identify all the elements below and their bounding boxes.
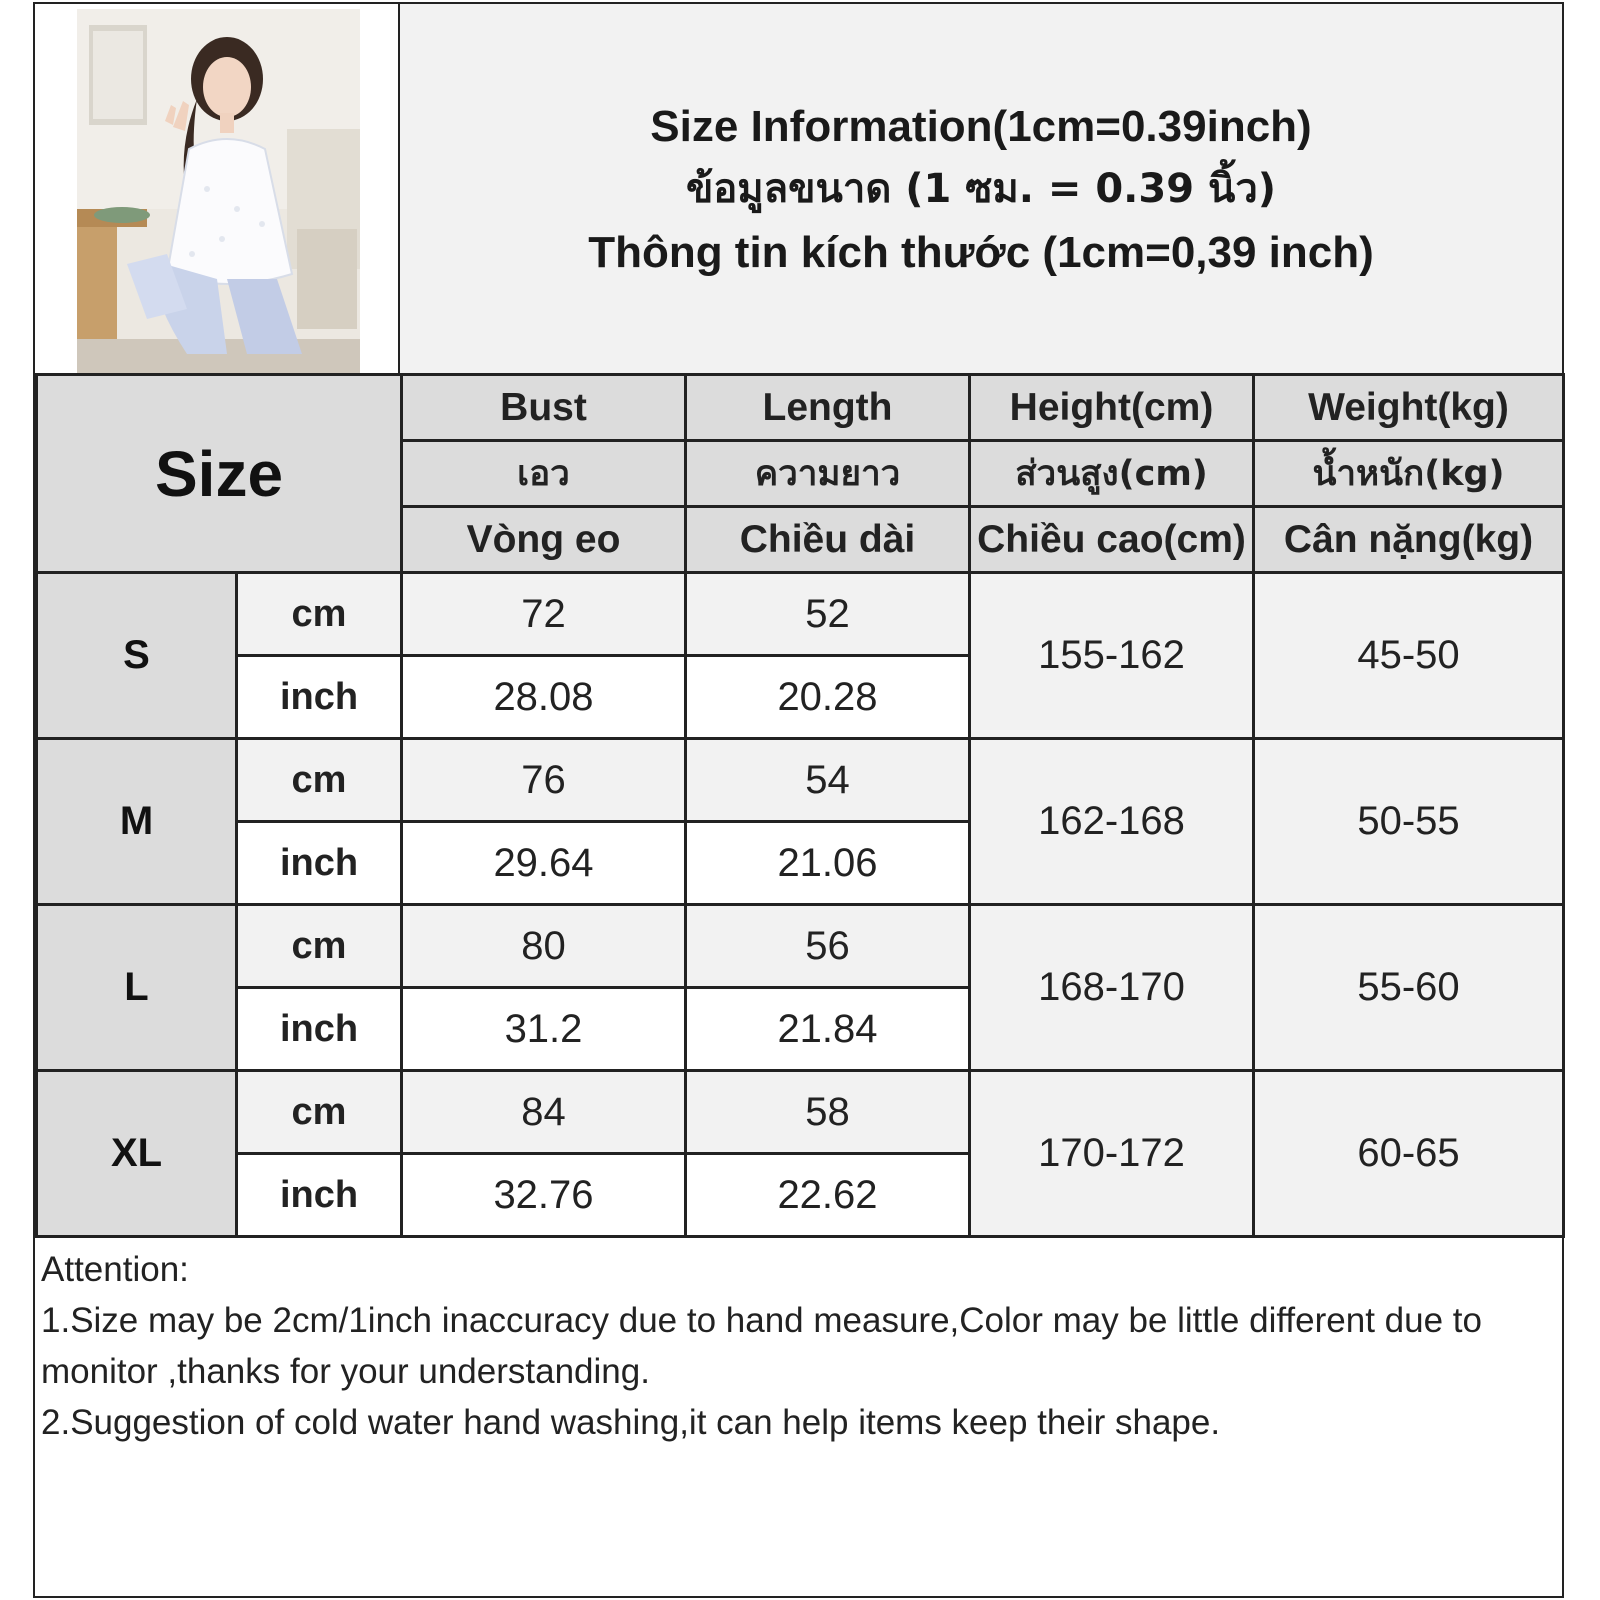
col-header-height-vi: Chiều cao(cm): [970, 507, 1254, 573]
col-header-bust-thai: เอว: [402, 441, 686, 507]
weight-value: 50-55: [1254, 739, 1564, 905]
length-inch-value: 20.28: [686, 656, 970, 739]
bust-cm-value: 72: [402, 573, 686, 656]
bust-inch-value: 32.76: [402, 1154, 686, 1237]
height-value: 170-172: [970, 1071, 1254, 1237]
weight-value: 60-65: [1254, 1071, 1564, 1237]
bust-inch-value: 29.64: [402, 822, 686, 905]
col-header-length-vi: Chiều dài: [686, 507, 970, 573]
length-cm-value: 56: [686, 905, 970, 988]
attention-note-1: 1.Size may be 2cm/1inch inaccuracy due to hand measure,Color may be little different due to monitor ,thanks for your understanding.: [41, 1301, 1482, 1391]
attention-notes: [41, 1244, 1556, 1448]
title-vietnamese: Thông tin kích thước (1cm=0,39 inch): [588, 227, 1374, 277]
size-label-l: L: [37, 905, 237, 1071]
attention-heading: Attention:: [41, 1250, 189, 1289]
bust-cm-value: 80: [402, 905, 686, 988]
table-row: [37, 905, 1564, 988]
col-header-height-thai: ส่วนสูง(cm): [970, 441, 1254, 507]
bust-inch-value: 28.08: [402, 656, 686, 739]
height-value: 162-168: [970, 739, 1254, 905]
bust-inch-value: 31.2: [402, 988, 686, 1071]
bust-cm-value: 76: [402, 739, 686, 822]
bust-cm-value: 84: [402, 1071, 686, 1154]
unit-cm: cm: [237, 1071, 402, 1154]
unit-inch: inch: [237, 656, 402, 739]
unit-cm: cm: [237, 573, 402, 656]
weight-value: 55-60: [1254, 905, 1564, 1071]
size-label-xl: XL: [37, 1071, 237, 1237]
table-row: [37, 573, 1564, 656]
size-table: [35, 373, 1565, 1238]
size-header: Size: [37, 375, 402, 573]
size-info-title: [400, 4, 1562, 374]
unit-inch: inch: [237, 822, 402, 905]
size-chart-sheet: [33, 2, 1564, 1598]
height-value: 168-170: [970, 905, 1254, 1071]
length-inch-value: 21.84: [686, 988, 970, 1071]
title-thai: ข้อมูลขนาด (1 ซม. = 0.39 นิ้ว): [685, 165, 1277, 212]
col-header-weight-thai: น้ำหนัก(kg): [1254, 441, 1564, 507]
unit-cm: cm: [237, 739, 402, 822]
product-photo-panel: [35, 4, 400, 374]
col-header-bust-vi: Vòng eo: [402, 507, 686, 573]
length-cm-value: 58: [686, 1071, 970, 1154]
unit-inch: inch: [237, 988, 402, 1071]
attention-note-2: 2.Suggestion of cold water hand washing,it can help items keep their shape.: [41, 1403, 1221, 1442]
col-header-length-thai: ความยาว: [686, 441, 970, 507]
header-row-english: [37, 375, 1564, 441]
col-header-length: Length: [686, 375, 970, 441]
col-header-weight-vi: Cân nặng(kg): [1254, 507, 1564, 573]
col-header-bust: Bust: [402, 375, 686, 441]
weight-value: 45-50: [1254, 573, 1564, 739]
height-value: 155-162: [970, 573, 1254, 739]
size-label-s: S: [37, 573, 237, 739]
size-label-m: M: [37, 739, 237, 905]
col-header-height: Height(cm): [970, 375, 1254, 441]
length-inch-value: 21.06: [686, 822, 970, 905]
length-cm-value: 52: [686, 573, 970, 656]
unit-cm: cm: [237, 905, 402, 988]
col-header-weight: Weight(kg): [1254, 375, 1564, 441]
table-row: [37, 739, 1564, 822]
title-english: Size Information(1cm=0.39inch): [650, 101, 1312, 151]
product-photo: [77, 9, 360, 374]
length-cm-value: 54: [686, 739, 970, 822]
unit-inch: inch: [237, 1154, 402, 1237]
table-row: [37, 1071, 1564, 1154]
length-inch-value: 22.62: [686, 1154, 970, 1237]
